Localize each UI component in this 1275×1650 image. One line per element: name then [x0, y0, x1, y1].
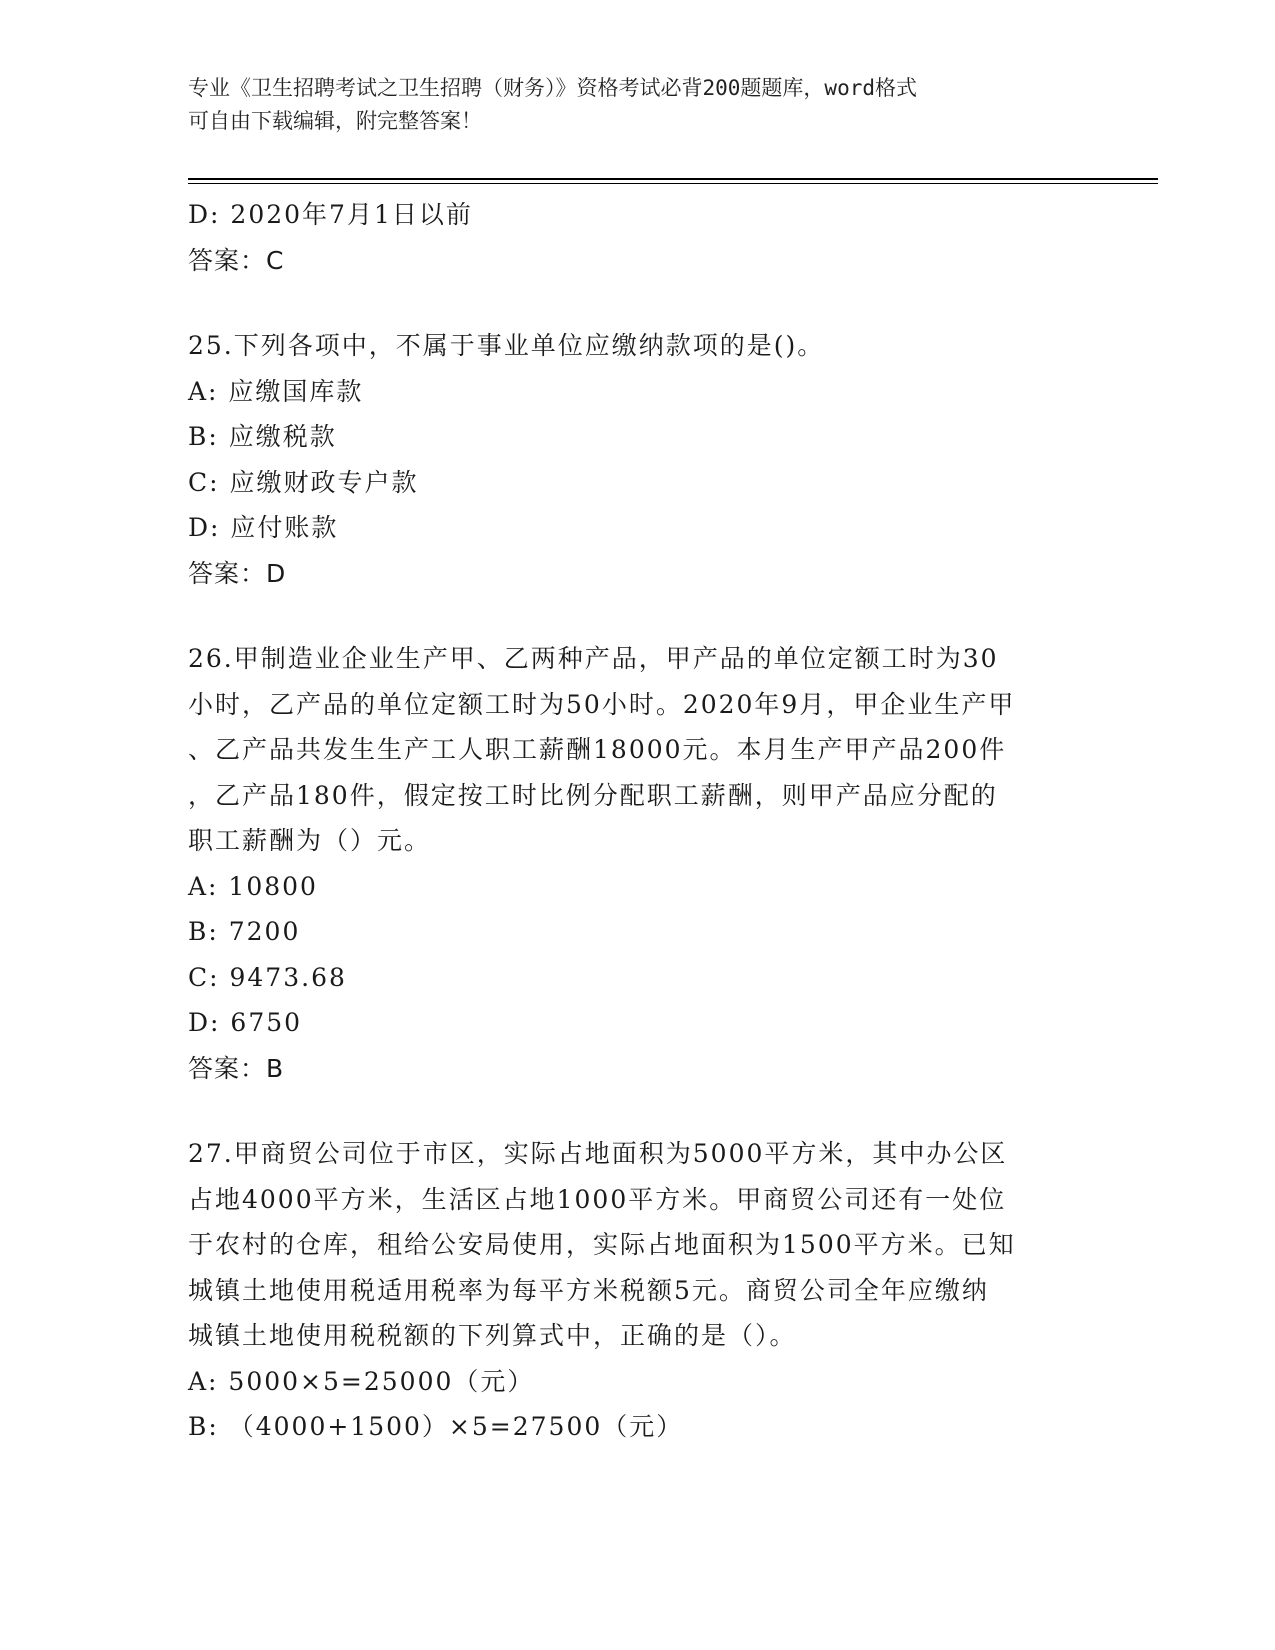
question-stem-line: 小时，乙产品的单位定额工时为50小时。2020年9月，甲企业生产甲 [188, 689, 1016, 719]
header-divider-thick [188, 178, 1158, 180]
document-title [188, 72, 1068, 138]
question-stem-line: 26.甲制造业企业生产甲、乙两种产品，甲产品的单位定额工时为30 [188, 644, 999, 673]
answer-line: 答案：C [188, 245, 285, 275]
option-b: B: （4000+1500）×5=27500（元） [188, 1412, 684, 1441]
question-27 [188, 1131, 1088, 1450]
question-25 [188, 323, 1088, 596]
document-title-line-2: 可自由下载编辑，附完整答案！ [188, 109, 482, 133]
answer-line: 答案：B [188, 1053, 285, 1083]
option-a: A: 应缴国库款 [188, 376, 364, 406]
question-stem-line: 城镇土地使用税适用税率为每平方米税额5元。商贸公司全年应缴纳 [188, 1275, 989, 1305]
question-26 [188, 636, 1088, 1091]
question-stem-line: 于农村的仓库，租给公安局使用，实际占地面积为1500平方米。已知 [188, 1230, 1016, 1259]
spacer [188, 596, 1088, 636]
option-c: C: 应缴财政专户款 [188, 467, 419, 497]
question-stem: 25.下列各项中，不属于事业单位应缴纳款项的是()。 [188, 331, 825, 360]
question-stem-line: ，乙产品180件，假定按工时比例分配职工薪酬，则甲产品应分配的 [188, 780, 998, 810]
spacer [188, 283, 1088, 323]
question-24-tail [188, 192, 1088, 283]
option-d: D: 6750 [188, 1008, 303, 1037]
option-d: D: 应付账款 [188, 513, 339, 542]
question-stem-line: 、乙产品共发生生产工人职工薪酬18000元。本月生产甲产品200件 [188, 735, 1007, 764]
option-b: B: 7200 [188, 917, 301, 946]
question-stem-line: 27.甲商贸公司位于市区，实际占地面积为5000平方米，其中办公区 [188, 1139, 1008, 1168]
option-a: A: 5000×5=25000（元） [188, 1366, 535, 1396]
header-divider-thin [188, 183, 1158, 184]
document-title-line-1: 专业《卫生招聘考试之卫生招聘（财务）》资格考试必背200题题库，word格式 [188, 76, 917, 100]
option-a: A: 10800 [188, 871, 318, 901]
option-d: D: 2020年7月1日以前 [188, 200, 473, 229]
document-body [188, 192, 1088, 1450]
option-b: B: 应缴税款 [188, 422, 337, 451]
answer-line: 答案：D [188, 558, 287, 588]
question-stem-line: 占地4000平方米，生活区占地1000平方米。甲商贸公司还有一处位 [188, 1184, 1007, 1214]
option-c: C: 9473.68 [188, 962, 347, 992]
question-stem-line: 城镇土地使用税税额的下列算式中，正确的是（）。 [188, 1321, 797, 1350]
question-stem-line: 职工薪酬为（）元。 [188, 826, 432, 855]
spacer [188, 1091, 1088, 1131]
